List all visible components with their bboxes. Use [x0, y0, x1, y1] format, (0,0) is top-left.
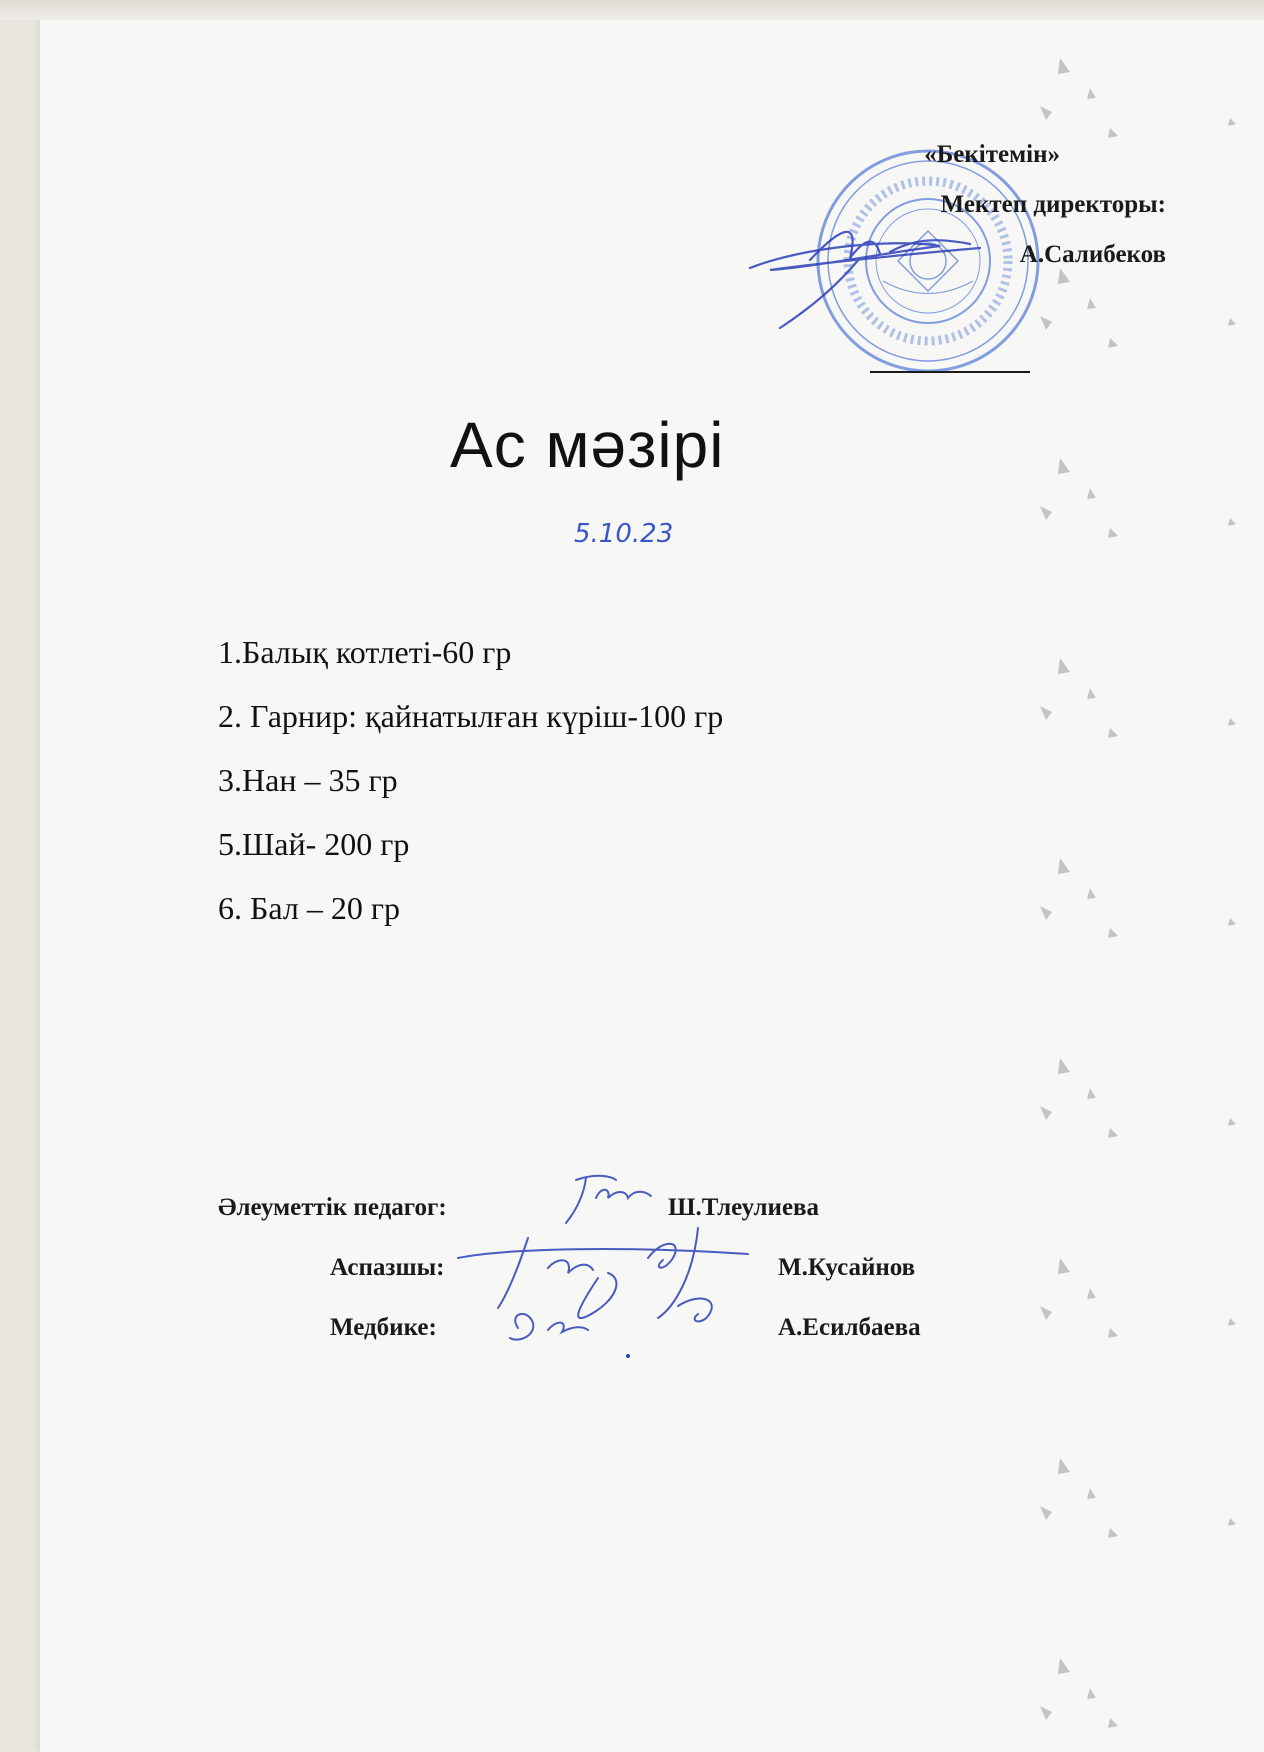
document-page — [40, 18, 1264, 1752]
signature-name: Ш.Тлеулиева — [668, 1194, 820, 1221]
signature-name: А.Есилбаева — [778, 1314, 921, 1341]
approval-label: «Бекітемін» — [924, 141, 1060, 168]
menu-item: 2. Гарнир: қайнатылған күріш-100 гр — [218, 698, 724, 734]
menu-item: 3.Нан – 35 гр — [218, 762, 398, 798]
menu-list — [218, 620, 723, 940]
approval-name: А.Салибеков — [1019, 241, 1166, 268]
signature-role: Медбике: — [330, 1314, 437, 1341]
page-title: Ас мәзірі — [450, 409, 725, 481]
signature-name: М.Кусайнов — [778, 1254, 916, 1281]
date-text: 5.10.23 — [574, 519, 674, 549]
menu-item: 6. Бал – 20 гр — [218, 890, 400, 926]
menu-item: 1.Балық котлеті-60 гр — [218, 634, 512, 670]
signature-role: Аспазшы: — [330, 1254, 445, 1281]
director-signature-icon — [740, 208, 1040, 338]
menu-item: 5.Шай- 200 гр — [218, 826, 410, 862]
signature-role: Әлеуметтік педагог: — [218, 1194, 447, 1221]
handwritten-date — [570, 510, 690, 554]
signatures-block — [218, 1178, 978, 1358]
approval-role: Мектеп директоры: — [940, 191, 1166, 218]
staff-signatures-icon — [448, 1218, 788, 1358]
signature-line — [870, 371, 1030, 373]
